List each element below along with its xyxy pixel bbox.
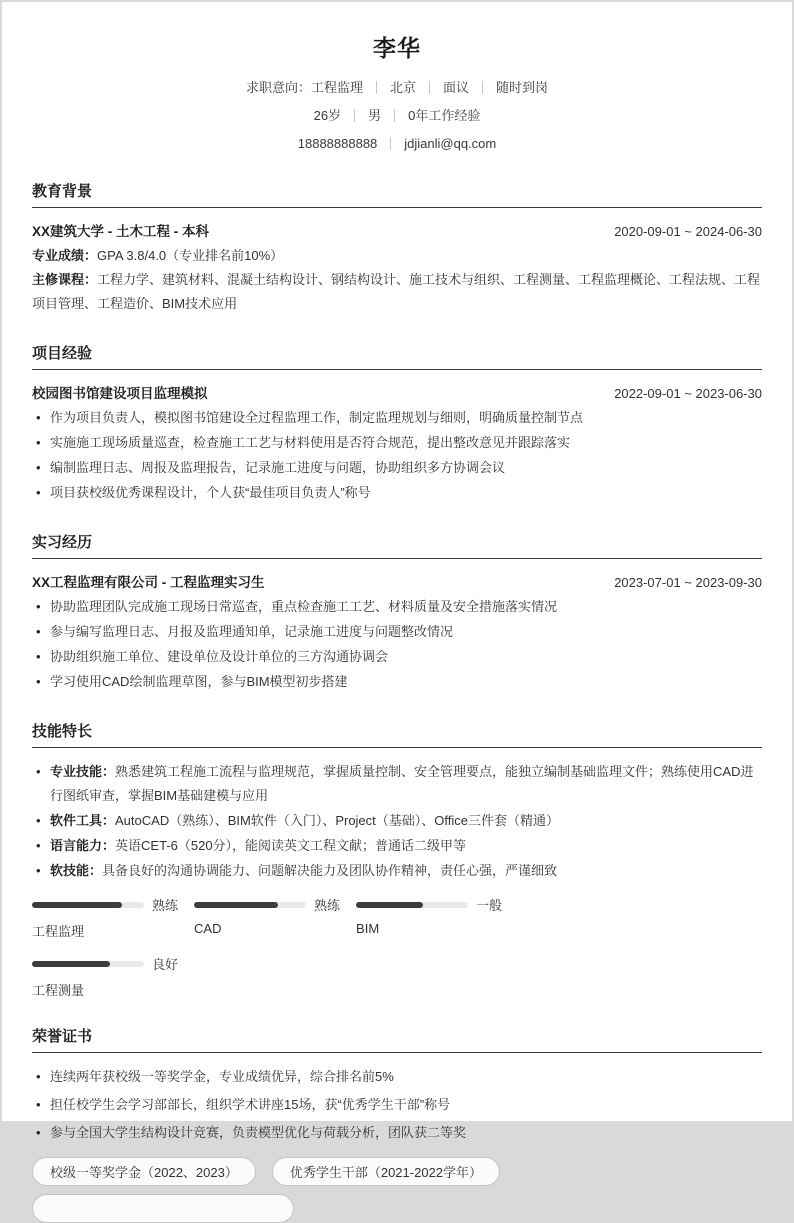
- bullet-list: [32, 1065, 762, 1145]
- skill-label: 专业技能：: [50, 764, 116, 780]
- skill-bar-item: [32, 954, 178, 999]
- entry-date: 2022-09-01 ~ 2023-06-30: [614, 385, 762, 401]
- list-item: [32, 620, 762, 644]
- bullet-icon: •: [36, 838, 41, 854]
- entry-header: [32, 571, 762, 591]
- separator: [429, 81, 430, 94]
- bullet-text: [50, 859, 762, 883]
- entry-date: 2020-09-01 ~ 2024-06-30: [614, 223, 762, 239]
- section-skills: [32, 720, 762, 999]
- skill-bar-fill: [194, 902, 278, 908]
- bullet-icon: •: [36, 598, 41, 614]
- separator: [482, 81, 483, 94]
- entry-header: [32, 220, 762, 240]
- skill-level-label: 熟练: [314, 898, 341, 914]
- list-item: [32, 834, 762, 858]
- courses-label: 主修课程：: [32, 271, 98, 287]
- section-project: [32, 342, 762, 505]
- candidate-name: 李华: [373, 35, 421, 61]
- profile-line: [32, 107, 762, 125]
- contact-phone: 18888888888: [297, 136, 378, 152]
- skill-bar-fill: [356, 902, 423, 908]
- separator: [394, 109, 395, 122]
- resume-header: [32, 30, 762, 154]
- skill-label: 语言能力：: [50, 838, 116, 854]
- bullet-text: 参与全国大学生结构设计竞赛，负责模型优化与荷载分析，团队获二等奖: [50, 1125, 467, 1141]
- bullet-text: 实施施工现场质量巡查，检查施工工艺与材料使用是否符合规范，提出整改意见并跟踪落实: [50, 434, 571, 450]
- job-intent-line: [32, 79, 762, 97]
- skill-bar-track: [194, 902, 306, 908]
- list-item: [32, 760, 762, 808]
- skill-level-label: 良好: [152, 957, 179, 973]
- courses-value: 工程力学、建筑材料、混凝土结构设计、钢结构设计、施工技术与组织、工程测量、工程监理概论、工程法规、工程项目管理、工程造价、BIM技术应用: [32, 271, 761, 311]
- bullet-list: [32, 760, 762, 883]
- list-item: [32, 670, 762, 694]
- contact-email: jdjianli@qq.com: [404, 136, 497, 152]
- section-body: [32, 220, 762, 316]
- list-item: [32, 1121, 762, 1145]
- section-title: 教育背景: [32, 180, 762, 208]
- intent-availability: 随时到岗: [496, 80, 549, 95]
- bullet-icon: •: [36, 674, 41, 690]
- skill-bar-group: [32, 895, 762, 999]
- list-item: [32, 431, 762, 455]
- list-item: [32, 1065, 762, 1089]
- bullet-text: 协助监理团队完成施工现场日常巡查，重点检查施工工艺、材料质量及安全措施落实情况: [50, 598, 558, 614]
- intent-city: 北京: [389, 80, 416, 95]
- bullet-icon: •: [36, 764, 41, 780]
- entry-title: XX建筑大学 - 土木工程 - 本科: [32, 223, 210, 239]
- skill-level-label: 一般: [476, 898, 503, 914]
- bullet-icon: •: [36, 1125, 41, 1141]
- skill-name: CAD: [194, 921, 222, 937]
- profile-age: 26岁: [313, 108, 342, 124]
- bullet-icon: •: [36, 623, 41, 639]
- list-item: [32, 406, 762, 430]
- skill-name: BIM: [356, 921, 380, 937]
- honor-tag-row: [32, 1157, 762, 1186]
- bullet-text: 担任校学生会学习部部长，组织学术讲座15场，获“优秀学生干部”称号: [50, 1097, 451, 1113]
- list-item: [32, 595, 762, 619]
- entry-header: [32, 382, 762, 402]
- section-body: [32, 382, 762, 505]
- entry-title: 校园图书馆建设项目监理模拟: [32, 385, 208, 401]
- gpa-label: 专业成绩：: [32, 247, 98, 263]
- bullet-text: [50, 760, 762, 808]
- list-item: [32, 645, 762, 669]
- resume-page: [2, 2, 792, 1181]
- skill-text: AutoCAD（熟练）、BIM软件（入门）、Project（基础）、Office三件套（精通）: [115, 813, 559, 829]
- skill-label: 软件工具：: [50, 813, 116, 829]
- list-item: [32, 809, 762, 833]
- bullet-icon: •: [36, 484, 41, 500]
- bullet-text: 作为项目负责人，模拟图书馆建设全过程监理工作，制定监理规划与细则，明确质量控制节点: [50, 409, 584, 425]
- separator: [376, 81, 377, 94]
- gpa-line: [32, 244, 762, 268]
- skill-text: 具备良好的沟通协调能力、问题解决能力及团队协作精神，责任心强，严谨细致: [102, 863, 558, 879]
- bullet-text: 连续两年获校级一等奖学金，专业成绩优异，综合排名前5%: [50, 1069, 394, 1085]
- section-title: 实习经历: [32, 531, 762, 559]
- bullet-text: 参与编写监理日志、月报及监理通知单，记录施工进度与问题整改情况: [50, 623, 454, 639]
- intent-job: 工程监理: [310, 80, 363, 95]
- bullet-icon: •: [36, 863, 41, 879]
- separator: [390, 137, 391, 150]
- profile-gender: 男: [368, 108, 382, 124]
- entry-date: 2023-07-01 ~ 2023-09-30: [614, 574, 762, 590]
- list-item: [32, 1093, 762, 1117]
- courses-line: [32, 268, 762, 316]
- bullet-text: 学习使用CAD绘制监理草图，参与BIM模型初步搭建: [50, 674, 348, 690]
- skill-bar-track: [32, 961, 144, 967]
- bullet-list: [32, 406, 762, 505]
- skill-bar-track: [32, 902, 144, 908]
- intent-salary: 面议: [443, 80, 470, 95]
- skill-text: 英语CET-6（520分），能阅读英文工程文献；普通话二级甲等: [115, 838, 467, 854]
- section-body: [32, 760, 762, 999]
- bullet-icon: •: [36, 459, 41, 475]
- intent-label: 求职意向：: [245, 80, 311, 95]
- bullet-text: 协助组织施工单位、建设单位及设计单位的三方沟通协调会: [50, 648, 389, 664]
- bullet-icon: •: [36, 1097, 41, 1113]
- skill-level-label: 熟练: [152, 898, 179, 914]
- section-internship: [32, 531, 762, 694]
- bullet-icon: •: [36, 434, 41, 450]
- skill-bar-item: [356, 895, 502, 940]
- bullet-text: 编制监理日志、周报及监理报告，记录施工进度与问题，协助组织多方协调会议: [50, 459, 506, 475]
- list-item: [32, 456, 762, 480]
- bullet-text: 项目获校级优秀课程设计，个人获“最佳项目负责人”称号: [50, 484, 371, 500]
- skill-bar-item: [32, 895, 178, 940]
- skill-bar-fill: [32, 902, 122, 908]
- skill-name: 工程监理: [32, 924, 85, 940]
- section-body: [32, 571, 762, 694]
- entry-title: XX工程监理有限公司 - 工程监理实习生: [32, 574, 265, 590]
- bullet-icon: •: [36, 813, 41, 829]
- honor-tag: 优秀学生干部（2021-2022学年）: [272, 1157, 500, 1186]
- skill-name: 工程测量: [32, 983, 85, 999]
- list-item: [32, 859, 762, 883]
- skill-bar-track: [356, 902, 468, 908]
- section-title: 荣誉证书: [32, 1025, 762, 1053]
- bullet-icon: •: [36, 409, 41, 425]
- honor-tag-row: [32, 1194, 762, 1223]
- section-body: [32, 1065, 762, 1223]
- skill-bar-item: [194, 895, 340, 940]
- skill-label: 软技能：: [50, 863, 103, 879]
- section-title: 技能特长: [32, 720, 762, 748]
- bullet-icon: •: [36, 648, 41, 664]
- section-education: [32, 180, 762, 316]
- bullet-icon: •: [36, 1069, 41, 1085]
- bullet-list: [32, 595, 762, 694]
- separator: [354, 109, 355, 122]
- profile-experience: 0年工作经验: [408, 108, 481, 124]
- gpa-value: GPA 3.8/4.0（专业排名前10%）: [97, 247, 284, 263]
- list-item: [32, 481, 762, 505]
- contact-line: [32, 135, 762, 153]
- skill-bar-fill: [32, 961, 110, 967]
- honor-tag: [32, 1194, 294, 1223]
- bullet-text: [50, 809, 762, 833]
- section-title: 项目经验: [32, 342, 762, 370]
- section-honors: [32, 1025, 762, 1223]
- honor-tag: 校级一等奖学金（2022、2023）: [32, 1157, 256, 1186]
- skill-text: 熟悉建筑工程施工流程与监理规范，掌握质量控制、安全管理要点，能独立编制基础监理文件；熟练使用CAD进行图纸审查，掌握BIM基础建模与应用: [50, 764, 754, 804]
- bullet-text: [50, 834, 762, 858]
